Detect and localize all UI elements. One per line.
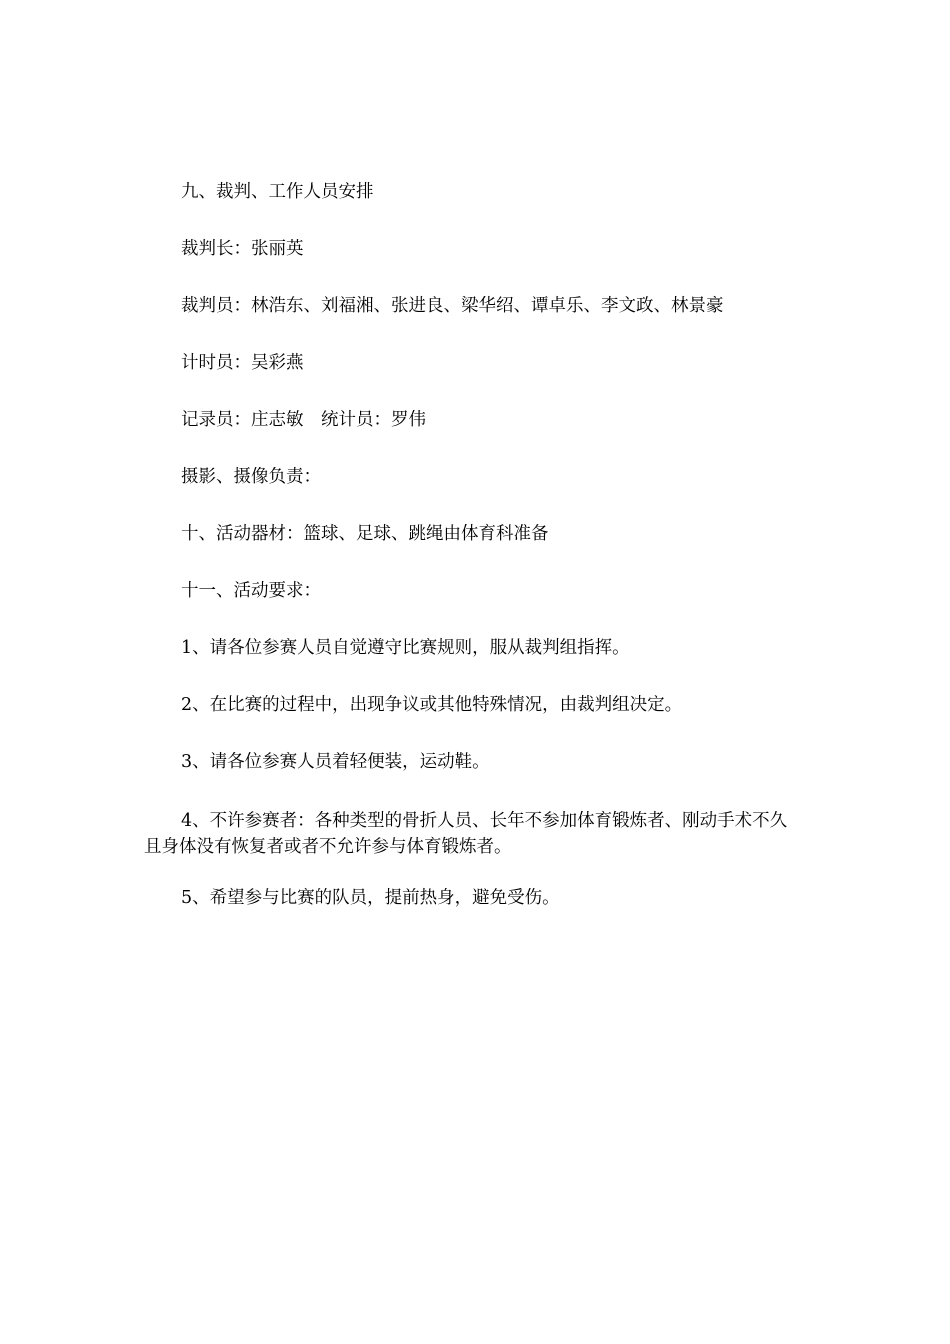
referees-line: 裁判员：林浩东、刘福湘、张进良、梁华绍、谭卓乐、李文政、林景豪 [181,296,724,316]
document-body [144,181,804,944]
requirement-item-4: 4、不许参赛者：各种类型的骨折人员、长年不参加体育锻炼者、刚动手术不久且身体没有恢复者或者不允许参与体育锻炼者。 [144,811,788,857]
requirement-item-2: 2、在比赛的过程中，出现争议或其他特殊情况，由裁判组决定。 [181,695,683,715]
section-heading-equipment: 十、活动器材：篮球、足球、跳绳由体育科准备 [181,524,549,544]
recorder-statistician-line: 记录员：庄志敏 统计员：罗伟 [181,410,426,430]
timekeeper-line: 计时员：吴彩燕 [181,353,304,373]
photography-line: 摄影、摄像负责： [181,467,321,487]
requirement-item-1: 1、请各位参赛人员自觉遵守比赛规则，服从裁判组指挥。 [181,638,630,658]
section-heading-referees: 九、裁判、工作人员安排 [181,182,374,202]
requirement-item-5: 5、希望参与比赛的队员，提前热身，避免受伤。 [181,888,560,908]
chief-referee-line: 裁判长：张丽英 [181,239,304,259]
section-heading-requirements: 十一、活动要求： [181,581,321,601]
requirement-item-3: 3、请各位参赛人员着轻便装，运动鞋。 [181,752,490,772]
